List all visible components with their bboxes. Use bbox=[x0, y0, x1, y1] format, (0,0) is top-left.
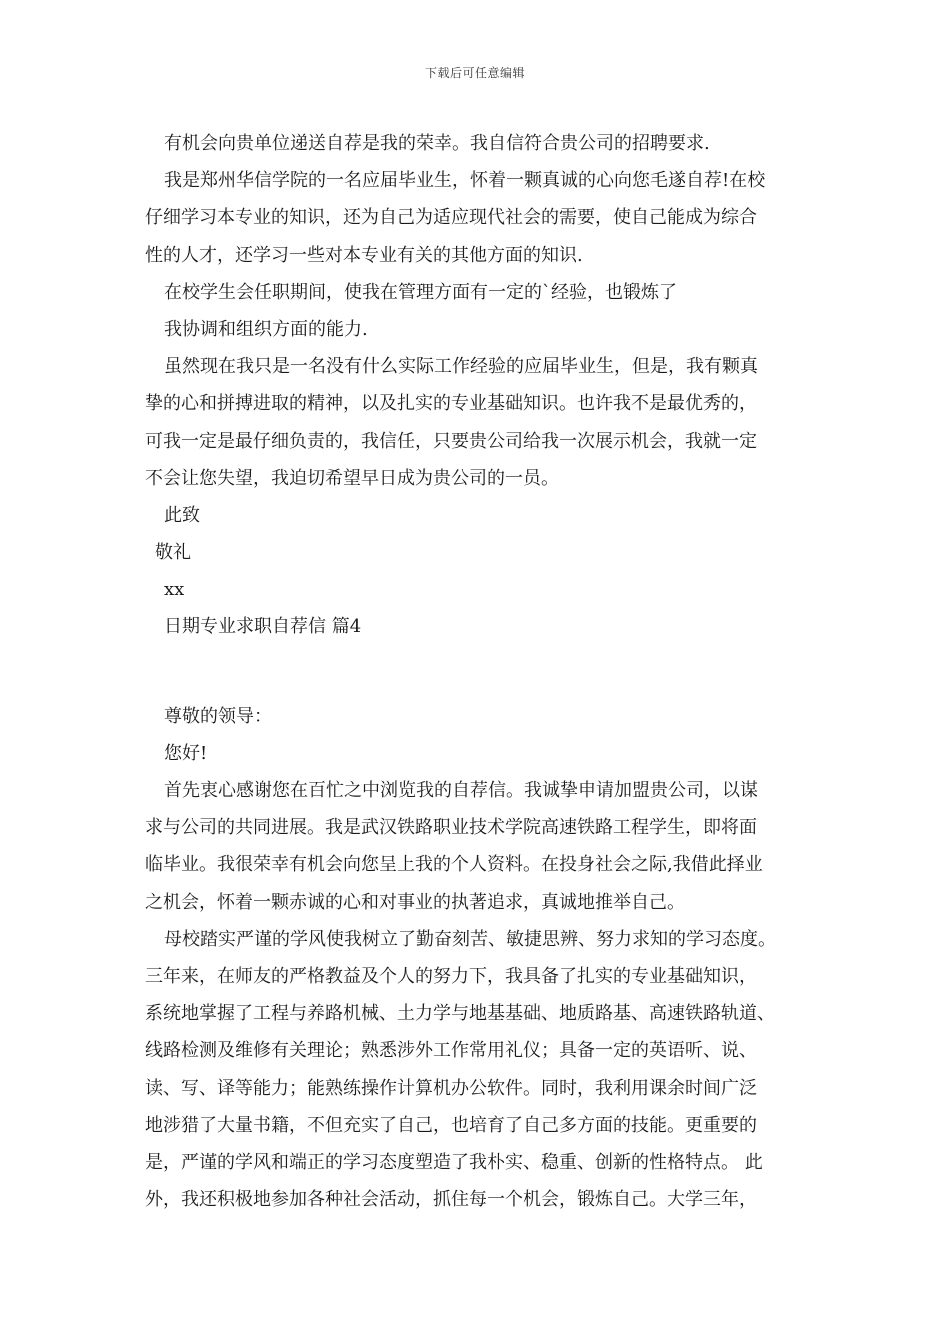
paragraph-line: 是，严谨的学风和端正的学习态度塑造了我朴实、稳重、创新的性格特点。 此 bbox=[145, 1151, 763, 1173]
paragraph-line: 外，我还积极地参加各种社会活动，抓住每一个机会，锻炼自己。大学三年， bbox=[145, 1189, 757, 1211]
paragraph-line: 可我一定是最仔细负责的，我信任，只要贵公司给我一次展示机会，我就一定 bbox=[145, 430, 757, 452]
paragraph-line: 三年来，在师友的严格教益及个人的努力下，我具备了扎实的专业基础知识， bbox=[145, 965, 757, 987]
paragraph-line: 在校学生会任职期间，使我在管理方面有一定的`经验，也锻炼了 bbox=[164, 281, 677, 303]
paragraph-line: 仔细学习本专业的知识，还为自己为适应现代社会的需要，使自己能成为综合 bbox=[145, 207, 757, 229]
salutation-line: 敬礼 bbox=[155, 542, 191, 564]
paragraph-line: 虽然现在我只是一名没有什么实际工作经验的应届毕业生，但是，我有颗真 bbox=[164, 356, 758, 378]
paragraph-line: 求与公司的共同进展。我是武汉铁路职业技术学院高速铁路工程学生，即将面 bbox=[145, 817, 757, 839]
paragraph-line: 临毕业。我很荣幸有机会向您呈上我的个人资料。在投身社会之际,我借此择业 bbox=[145, 854, 763, 876]
paragraph-line: 线路检测及维修有关理论；熟悉涉外工作常用礼仪；具备一定的英语听、说、 bbox=[145, 1040, 757, 1062]
greeting-line: 尊敬的领导： bbox=[164, 705, 272, 727]
greeting-line: 您好! bbox=[164, 742, 208, 764]
paragraph-line: 之机会，怀着一颗赤诚的心和对事业的执著追求，真诚地推举自己。 bbox=[145, 891, 685, 913]
signature-line: xx bbox=[164, 579, 185, 601]
section-title: 日期专业求职自荐信 篇4 bbox=[164, 616, 362, 638]
closing-line: 此致 bbox=[164, 504, 200, 526]
section-gap bbox=[145, 646, 810, 698]
page-header-note: 下载后可任意编辑 bbox=[424, 66, 525, 80]
paragraph-line: 我协调和组织方面的能力. bbox=[164, 318, 368, 340]
paragraph-line: 性的人才，还学习一些对本专业有关的其他方面的知识. bbox=[145, 244, 583, 266]
paragraph-line: 母校踏实严谨的学风使我树立了勤奋刻苦、敏捷思辨、努力求知的学习态度。 bbox=[164, 928, 776, 950]
paragraph-line: 挚的心和拼搏进取的精神，以及扎实的专业基础知识。也许我不是最优秀的， bbox=[145, 393, 757, 415]
paragraph-line: 地涉猎了大量书籍，不但充实了自己，也培育了自己多方面的技能。更重要的 bbox=[145, 1114, 757, 1136]
paragraph-line: 我是郑州华信学院的一名应届毕业生，怀着一颗真诚的心向您毛遂自荐!在校 bbox=[164, 170, 766, 192]
paragraph-line: 首先衷心感谢您在百忙之中浏览我的自荐信。我诚挚申请加盟贵公司，以谋 bbox=[164, 780, 758, 801]
paragraph-line: 读、写、译等能力；能熟练操作计算机办公软件。同时，我利用课余时间广泛 bbox=[145, 1077, 757, 1099]
document-body bbox=[145, 125, 810, 1218]
paragraph-line: 不会让您失望，我迫切希望早日成为贵公司的一员。 bbox=[145, 467, 559, 489]
paragraph-line: 有机会向贵单位递送自荐是我的荣幸。我自信符合贵公司的招聘要求. bbox=[164, 133, 710, 154]
paragraph-line: 系统地掌握了工程与养路机械、土力学与地基基础、地质路基、高速铁路轨道、 bbox=[145, 1003, 775, 1025]
